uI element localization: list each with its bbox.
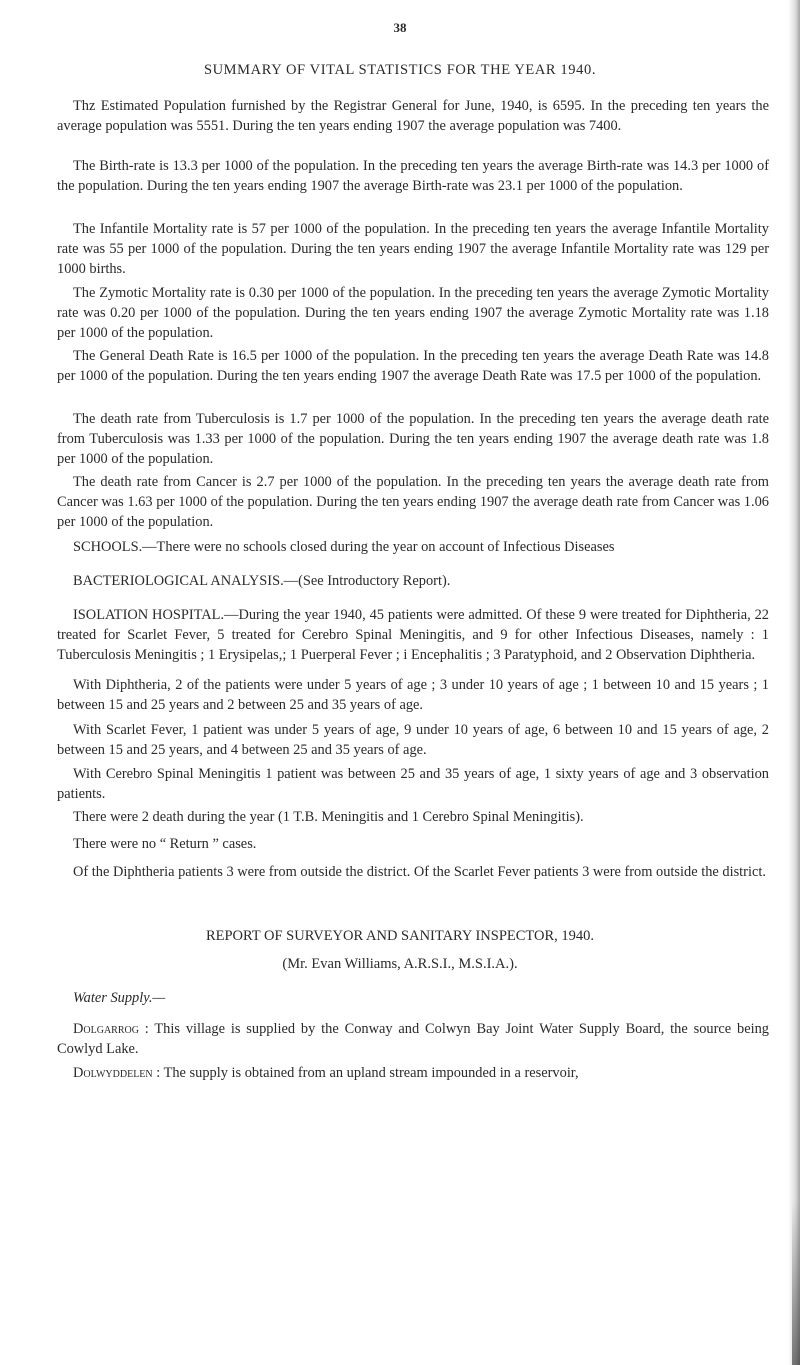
dolwyddelen-text: : The supply is obtained from an upland stream impounded in a reservoir, bbox=[152, 1065, 579, 1081]
page-title: SUMMARY OF VITAL STATISTICS FOR THE YEAR 1940. bbox=[203, 62, 597, 78]
dolgarrog-paragraph bbox=[57, 1019, 769, 1059]
outside-district-paragraph: Of the Diphtheria patients 3 were from outside the district. Of the Scarlet Fever patients 3 were from outside the district. bbox=[73, 864, 766, 880]
page-corner-shadow bbox=[792, 1200, 800, 1365]
dolwyddelen-name: Dolwyddelen bbox=[73, 1065, 153, 1081]
bacteriological-paragraph: BACTERIOLOGICAL ANALYSIS.—(See Introductory Report). bbox=[73, 573, 451, 589]
diphtheria-paragraph: With Diphtheria, 2 of the patients were under 5 years of age ; 3 under 10 years of age ; 1 between 10 and 15 years ; 1 between 15 and 25 years and 2 between 25 and 35 years of age. bbox=[57, 677, 769, 713]
report-heading: REPORT OF SURVEYOR AND SANITARY INSPECTOR, 1940. bbox=[205, 928, 595, 944]
birth-rate-paragraph: The Birth-rate is 13.3 per 1000 of the population. In the preceding ten years the average Birth-rate was 14.3 per 1000 of the population. During the ten years ending 1907 the average Birth-rate was 23.1 per 1000 of the population. bbox=[57, 158, 769, 194]
cancer-paragraph: The death rate from Cancer is 2.7 per 1000 of the population. In the preceding ten years the average death rate from Cancer was 1.63 per 1000 of the population. During the ten years ending 1907 the average death rate from Cancer was 1.06 per 1000 of the population. bbox=[57, 474, 769, 530]
scarlet-fever-paragraph: With Scarlet Fever, 1 patient was under 5 years of age, 9 under 10 years of age, 6 between 10 and 15 years of age, 2 between 15 and 25 years, and 4 between 25 and 35 years of age. bbox=[57, 722, 769, 758]
death-rate-paragraph: The General Death Rate is 16.5 per 1000 of the population. In the preceding ten years the average Death Rate was 14.8 per 1000 of the population. During the ten years ending 1907 the average Death Rate was 17.5 per 1000 of the population. bbox=[57, 348, 769, 384]
population-paragraph: Thz Estimated Population furnished by the Registrar General for June, 1940, is 6595. In the preceding ten years the average population was 5551. During the ten years ending 1907 the average population was 7400. bbox=[57, 98, 769, 134]
isolation-hospital-paragraph: ISOLATION HOSPITAL.—During the year 1940, 45 patients were admitted. Of these 9 were treated for Diphtheria, 22 treated for Scarlet Fever, 5 treated for Cerebro Spinal Meningitis, and 9 for other Infectious Diseases, namely : 1 Tuberculosis Meningitis ; 1 Erysipelas,; 1 Puerperal Fever ; i Encephalitis ; 3 Paratyphoid, and 2 Observation Diphtheria. bbox=[57, 607, 769, 663]
zymotic-mortality-paragraph: The Zymotic Mortality rate is 0.30 per 1000 of the population. In the preceding ten years the average Zymotic Mortality rate was 0.20 per 1000 of the population. During the ten years ending 1907 the average Zymotic Mortality rate was 1.18 per 1000 of the population. bbox=[57, 285, 769, 341]
dolgarrog-text: : This village is supplied by the Conway and Colwyn Bay Joint Water Supply Board, the source being Cowlyd Lake. bbox=[57, 1021, 769, 1057]
deaths-paragraph: There were 2 death during the year (1 T.B. Meningitis and 1 Cerebro Spinal Meningitis). bbox=[73, 809, 584, 825]
infantile-mortality-paragraph: The Infantile Mortality rate is 57 per 1000 of the population. In the preceding ten years the average Infantile Mortality rate was 55 per 1000 of the population. During the ten years ending 1907 the average Infantile Mortality rate was 129 per 1000 births. bbox=[57, 221, 769, 277]
page-number: 38 bbox=[393, 20, 407, 35]
dolgarrog-name: Dolgarrog bbox=[73, 1021, 139, 1037]
tuberculosis-paragraph: The death rate from Tuberculosis is 1.7 per 1000 of the population. In the preceding ten years the average death rate from Tuberculosis was 1.33 per 1000 of the population. During the ten years ending 1907 the average death rate was 1.8 per 1000 of the population. bbox=[57, 411, 769, 467]
report-subheading: (Mr. Evan Williams, A.R.S.I., M.S.I.A.). bbox=[282, 956, 518, 972]
cerebro-spinal-paragraph: With Cerebro Spinal Meningitis 1 patient was between 25 and 35 years of age, 1 sixty years of age and 3 observation patients. bbox=[57, 766, 769, 802]
water-supply-heading: Water Supply.— bbox=[73, 990, 166, 1006]
return-cases-paragraph: There were no “ Return ” cases. bbox=[73, 836, 257, 852]
dolwyddelen-paragraph bbox=[57, 1063, 769, 1083]
schools-paragraph: SCHOOLS.—There were no schools closed during the year on account of Infectious Diseases bbox=[73, 539, 615, 555]
page-edge-shadow bbox=[788, 0, 800, 1365]
